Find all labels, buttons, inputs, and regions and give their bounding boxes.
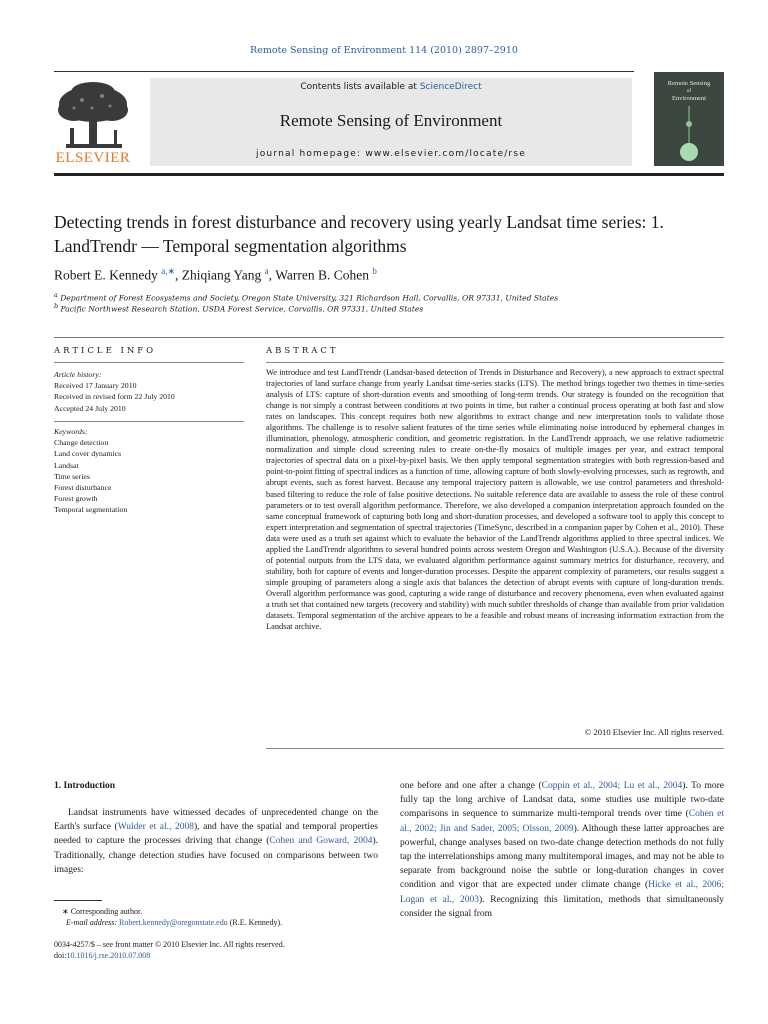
author-separator: , xyxy=(175,267,182,283)
affiliation-text: Pacific Northwest Research Station, USDA Forest Service, Corvallis, OR 97331, United States xyxy=(60,304,424,314)
author-list xyxy=(54,266,377,284)
issn-line: 0034-4257/$ – see front matter © 2010 Elsevier Inc. All rights reserved. xyxy=(54,940,285,949)
author-affiliation-mark[interactable]: b xyxy=(372,266,377,276)
paper-title: Detecting trends in forest disturbance and recovery using yearly Landsat time series: 1. LandTrendr — Temporal segmentation algorithms xyxy=(54,212,664,256)
abstract-copyright: © 2010 Elsevier Inc. All rights reserved. xyxy=(584,727,724,737)
author-affiliation-mark[interactable]: a,∗ xyxy=(161,266,176,276)
email-label: E-mail address: xyxy=(66,918,120,927)
article-history-label: Article history: xyxy=(54,370,102,379)
sciencedirect-link[interactable]: ScienceDirect xyxy=(419,82,482,92)
keyword-item: Temporal segmentation xyxy=(54,505,128,515)
email-link[interactable]: Robert.kennedy@oregonstate.edu xyxy=(119,918,228,927)
elsevier-wordmark: ELSEVIER xyxy=(55,150,131,166)
keyword-item: Time series xyxy=(54,471,90,481)
citation-link[interactable]: Wulder et al., 2008 xyxy=(117,822,194,833)
journal-title: Remote Sensing of Environment xyxy=(279,111,503,130)
section-rule xyxy=(54,337,724,338)
email-suffix: (R.E. Kennedy). xyxy=(227,918,283,927)
intro-text: Landsat instruments have witnessed decades of unprecedented change on the Earth's surface ( xyxy=(54,808,378,833)
article-info-divider xyxy=(54,421,244,422)
article-info-rule xyxy=(54,362,244,363)
abstract-rule xyxy=(266,362,724,363)
history-item: Received in revised form 22 July 2010 xyxy=(54,392,175,402)
keyword-item: Forest growth xyxy=(54,494,98,504)
affiliation-text: Department of Forest Ecosystems and Society, Oregon State University, 321 Richardson Hall, Corvallis, OR 97331, United States xyxy=(60,293,559,303)
affiliation-mark: b xyxy=(54,303,59,310)
intro-text: one before and one after a change ( xyxy=(400,781,542,791)
introduction-heading: 1. Introduction xyxy=(54,781,116,791)
contents-line xyxy=(150,82,632,92)
journal-reference[interactable]: Remote Sensing of Environment 114 (2010) 2897–2910 xyxy=(250,45,518,56)
history-item: Accepted 24 July 2010 xyxy=(54,403,126,413)
intro-left-column xyxy=(54,806,378,877)
intro-text: ). Although these latter approaches are powerful, change analyses based on two-date change detection methods do not fully tap the interrelationships among many multitemporal images, and may not be able to separate from background noise the subtle or long-duration changes in cover condition and vigor that are expected under climate change ( xyxy=(400,823,724,891)
author-separator: , xyxy=(268,267,276,283)
history-item: Received 17 January 2010 xyxy=(54,381,137,391)
abstract-bottom-rule xyxy=(266,748,724,749)
abstract-heading: ABSTRACT xyxy=(266,346,339,356)
author-affiliation-mark[interactable]: a xyxy=(264,266,269,276)
article-history xyxy=(54,369,244,414)
citation-link[interactable]: Cohen et al., 2002; Jin and Sader, 2005; Olsson, 2009 xyxy=(400,809,724,834)
intro-text: ). To more fully tap the long archive of Landsat data, some studies use multiple two-date comparisons in sequence to summarize multi-temporal trends over time ( xyxy=(400,781,724,820)
keyword-item: Landsat xyxy=(54,460,79,470)
doi-prefix: doi: xyxy=(54,951,67,960)
citation-link[interactable]: Hicke et al., 2006; Logan et al., 2003 xyxy=(400,880,724,905)
doi-link[interactable]: 10.1016/j.rse.2010.07.008 xyxy=(66,951,151,960)
intro-text: ). Traditionally, change detection studies have focused on comparisons between two images: xyxy=(54,836,378,875)
intro-right-column xyxy=(400,779,724,921)
author-name[interactable]: Zhiqiang Yang xyxy=(181,267,262,283)
header-rule xyxy=(54,71,634,72)
header-thick-rule xyxy=(54,173,724,176)
intro-text: ). Recognizing this limitation, methods that simultaneously consider the signal from xyxy=(400,894,724,919)
contents-prefix: Contents lists available at xyxy=(300,82,420,92)
corresponding-author-note: ∗ Corresponding author. xyxy=(62,907,143,916)
affiliation xyxy=(54,303,423,314)
keywords-label: Keywords: xyxy=(54,427,88,436)
doi-line xyxy=(54,951,150,960)
author-name[interactable]: Robert E. Kennedy xyxy=(54,267,158,283)
intro-text: ), and have the spatial and temporal properties needed to capture the processes driving that change ( xyxy=(54,822,378,847)
journal-cover-thumbnail xyxy=(654,72,724,166)
footnote-rule xyxy=(54,900,102,901)
cover-title-line2: of xyxy=(686,89,692,94)
article-info-heading: ARTICLE INFO xyxy=(54,346,157,356)
keyword-item: Forest disturbance xyxy=(54,483,112,493)
keyword-item: Land cover dynamics xyxy=(54,449,122,459)
keyword-item: Change detection xyxy=(54,438,109,448)
journal-homepage[interactable]: journal homepage: www.elsevier.com/locate/rse xyxy=(256,149,526,159)
affiliation-mark: a xyxy=(54,292,58,299)
keywords xyxy=(54,426,244,516)
citation-link[interactable]: Cohen and Goward, 2004 xyxy=(269,836,373,847)
abstract-text: We introduce and test LandTrendr (Landsat-based detection of Trends in Disturbance and Recovery), a new approach to extract spectral trajectories of land surface change from yearly Landsat time-series stacks (LTS). The method brings together two themes in time-series analysis of LTS: capture of short-duration events and smoothing of long-term trends. Our strategy is founded on the recognition that change is not simply a contrast between conditions at two points in time, but rather a continual process operating at both fast and slow rates on landscapes. This concept requires both new algorithms to extract change and new interpretation tools to validate those algorithms. The challenge is to resolve salient features of the time series while eliminating noise introduced by ephemeral changes in illumination, phenology, atmospheric condition, and geometric registration. In the LandTrendr approach, we use relative radiometric normalization and simple cloud screening rules to create on-the-fly mosaics of multiple images per year, and extract temporal trajectories of spectral data on a pixel-by-pixel basis. We then apply temporal segmentation strategies with both regression-based and point-to-point fitting of spectral indices as a function of time, allowing capture of both slowly-evolving processes, such as regrowth, and abrupt events, such as forest harvest. Because any temporal trajectory pattern is allowable, we use control parameters and threshold-based filtering to reduce the role of false positive detections. No suitable reference data are available to assess the role of these control parameters or to test overall algorithm performance. Therefore, we also developed a companion interpretation approach founded on the same conceptual framework of capturing both long and short-duration processes, and developed a software tool to apply this concept to expert interpretation and segmentation of spectral trajectories (TimeSync, described in a companion paper by Cohen et al., 2010). These data were used as a truth set against which to evaluate the behavior of the LandTrendr algorithms applied to three spectral indices. We applied the LandTrendr algorithms to several hundred points across western Oregon and Washington (U.S.A.). Because of the diversity of potential outputs from the LTS data, we evaluated algorithm performance against summary metrics for disturbance, recovery, and stability, both for capture of events and longer-duration processes. Despite the apparent complexity of parameters, our results suggest a simple grouping of parameters along a single axis that balances the detection of abrupt events with capture of long-duration trends. Overall algorithm performance was good, capturing a wide range of disturbance and recovery phenomena, even when evaluated against a truth set that contained new targets (recovery and stability) with much subtler thresholds of change than available from prior validation datasets. Temporal segmentation of the archive appears to be a feasible and robust means of increasing information extraction from the Landsat archive. xyxy=(266,368,725,632)
email-footnote xyxy=(66,918,282,927)
citation-link[interactable]: Coppin et al., 2004; Lu et al., 2004 xyxy=(541,781,683,791)
cover-title-line1: Remote Sensing xyxy=(667,80,711,87)
cover-title-line3: Environment xyxy=(672,95,706,102)
author-name[interactable]: Warren B. Cohen xyxy=(275,267,369,283)
affiliation xyxy=(54,292,558,303)
